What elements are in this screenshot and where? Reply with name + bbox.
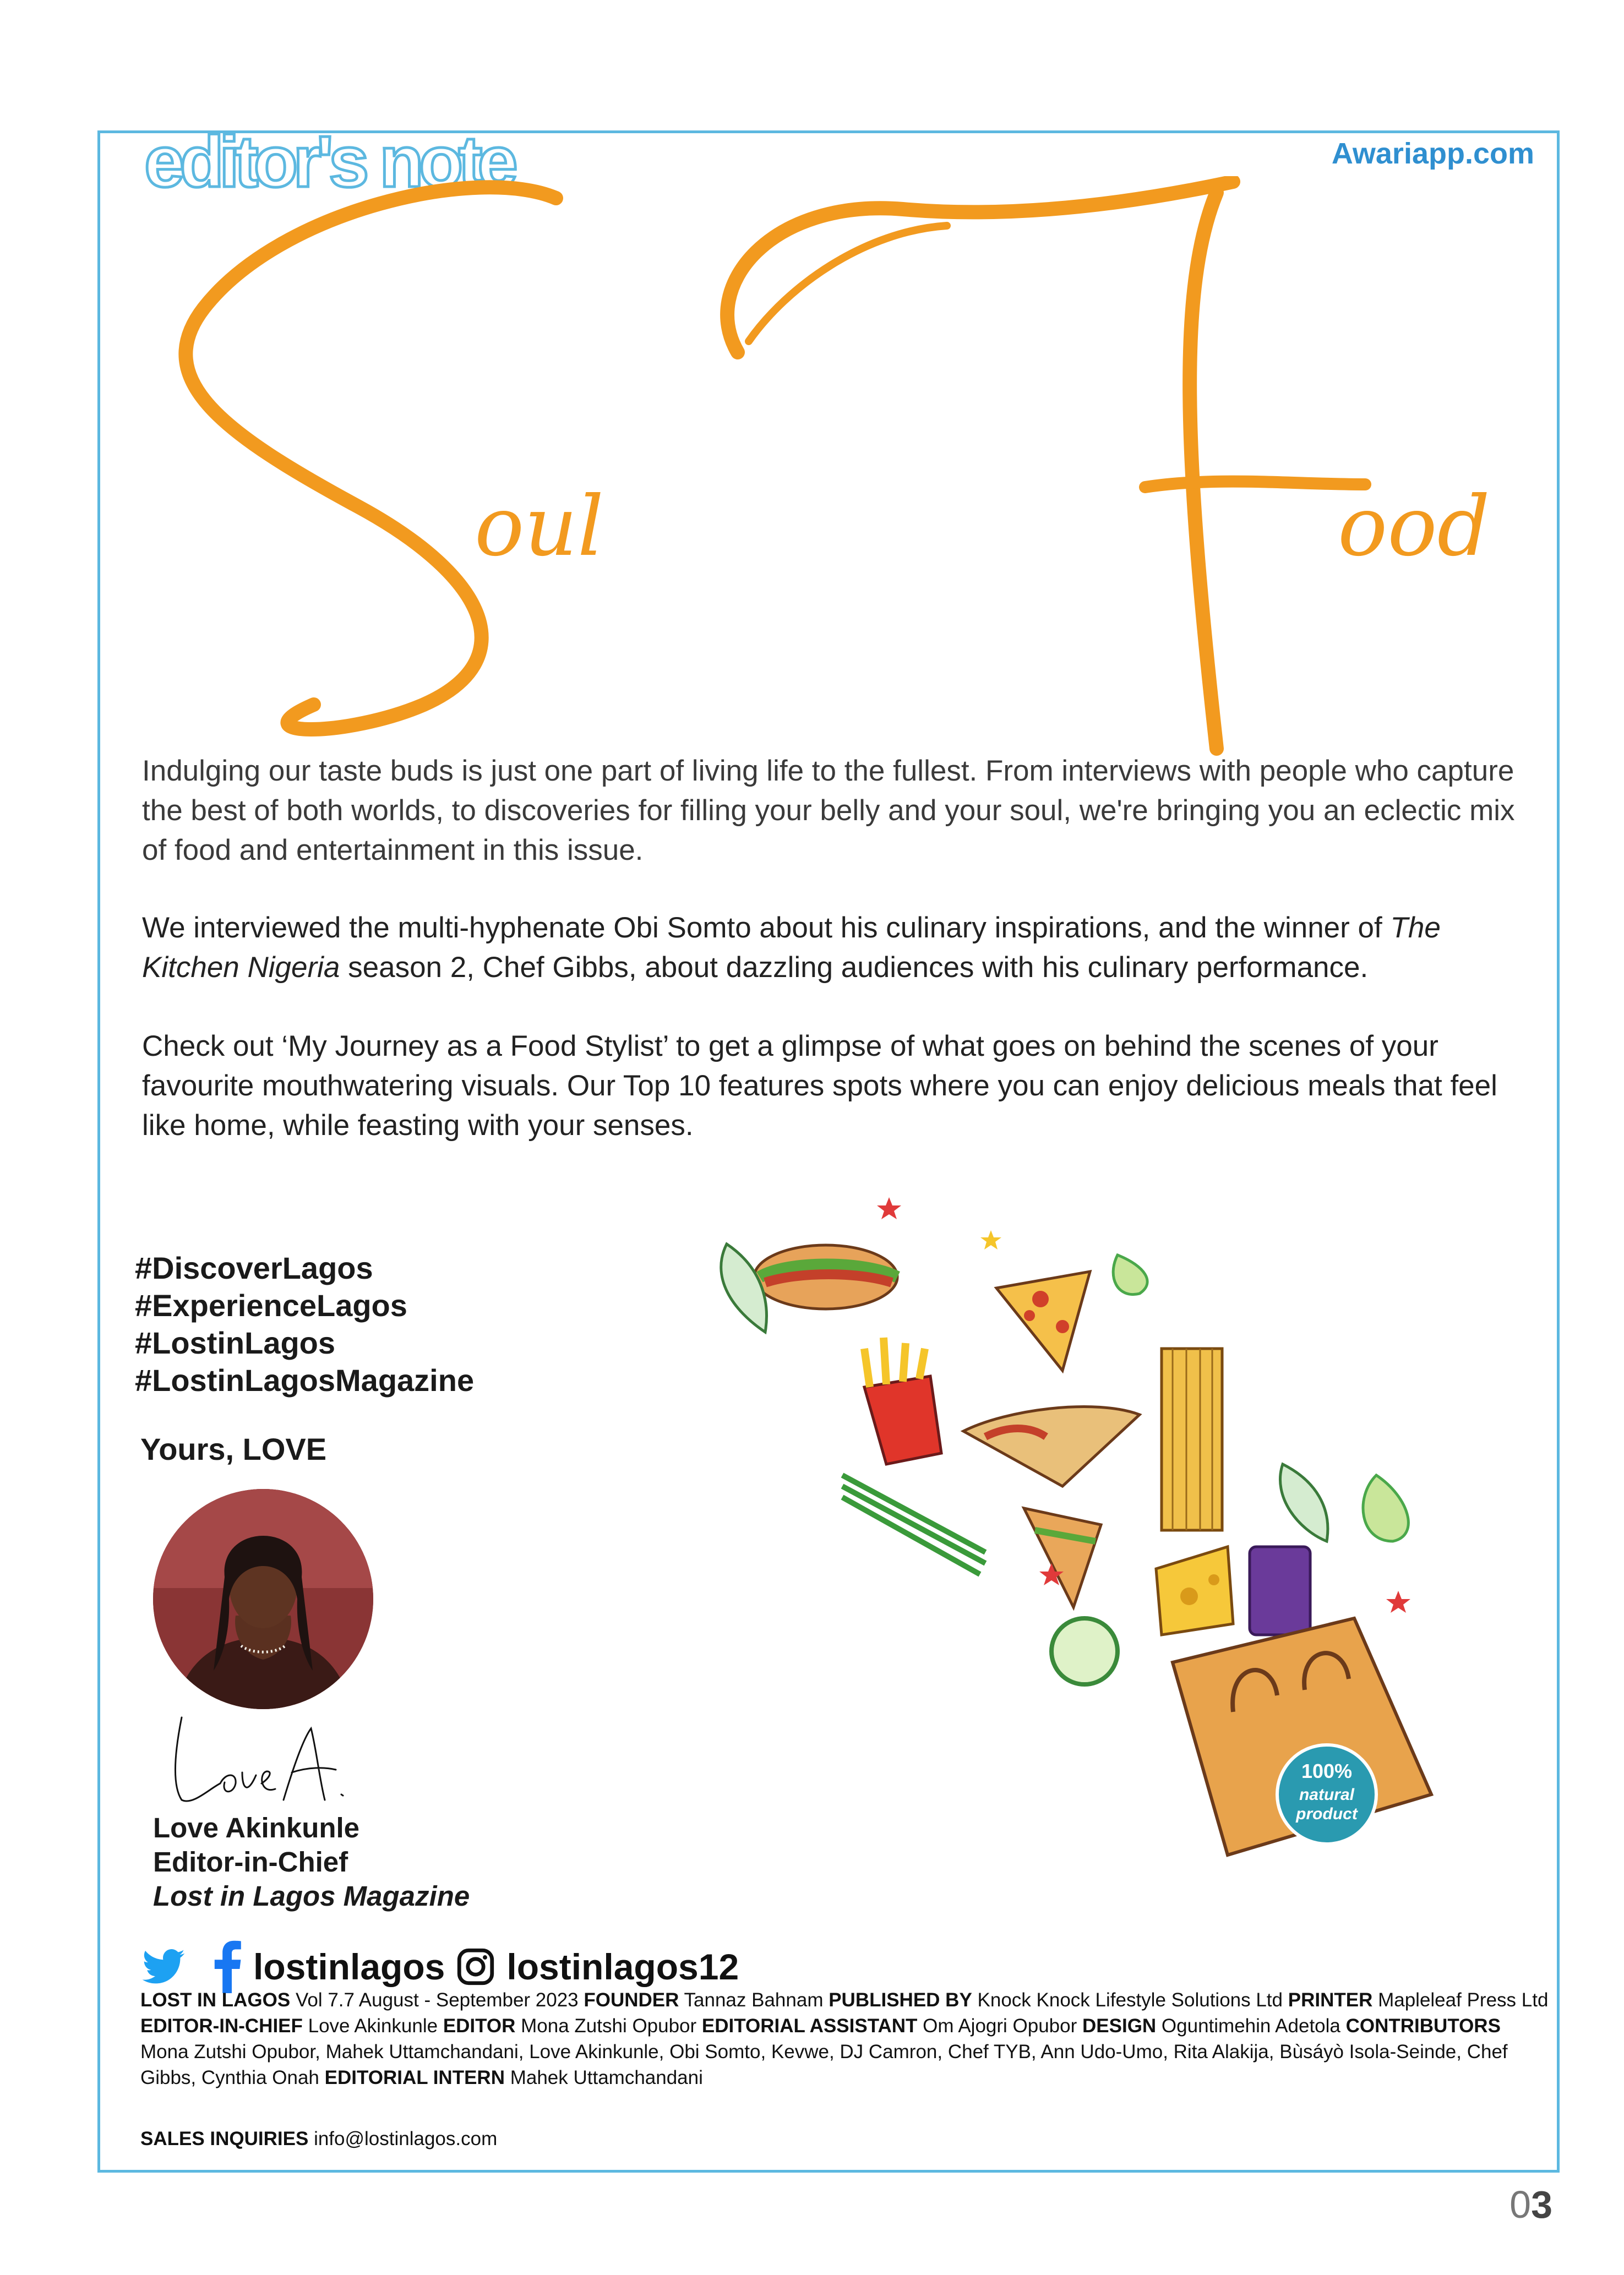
credit-value: Vol 7.7 August - September 2023 [290, 1989, 584, 2011]
hashtag[interactable]: #DiscoverLagos [135, 1251, 373, 1285]
fries-icon [864, 1338, 941, 1464]
editor-signature [160, 1706, 347, 1811]
credit-label: FOUNDER [584, 1989, 679, 2011]
pizza-slice-icon [996, 1272, 1090, 1371]
twitter-icon[interactable] [142, 1949, 185, 1984]
facebook-handle[interactable]: lostinlagos [253, 1946, 445, 1987]
credit-value: Oguntimehin Adetola [1156, 2015, 1346, 2037]
title-s-stroke [186, 187, 556, 729]
signoff-greeting: Yours, LOVE [140, 1432, 327, 1466]
leaf-icon [721, 1244, 767, 1332]
lime-slice-icon [1051, 1618, 1118, 1684]
jar-icon [1250, 1547, 1310, 1635]
hashtag-list [135, 1250, 474, 1399]
page-prefix: 0 [1509, 2183, 1532, 2226]
hashtag[interactable]: #LostinLagos [135, 1325, 336, 1360]
badge-line2: natural [1299, 1786, 1355, 1804]
website-link[interactable]: Awariapp.com [1331, 137, 1534, 170]
credit-value: Mahek Uttamchandani [504, 2067, 703, 2088]
leaf-icon [1280, 1464, 1327, 1541]
title-f-stroke-stem [1190, 193, 1217, 749]
hotdog-icon [754, 1245, 897, 1309]
page-number [1509, 2183, 1552, 2227]
credit-label: DESIGN [1082, 2015, 1157, 2037]
paisley-icon [1363, 1475, 1408, 1541]
credit-label: EDITORIAL INTERN [324, 2067, 505, 2088]
cheese-icon [1156, 1547, 1233, 1635]
food-illustration [677, 1167, 1514, 1899]
sandwich-icon [1024, 1508, 1101, 1607]
credit-label: LOST IN LAGOS [140, 1989, 291, 2011]
masthead-credits [140, 1987, 1550, 2091]
badge-line1: 100% [1301, 1760, 1353, 1782]
show-title: The Kitchen Nigeria [142, 912, 1441, 984]
editor-role: Editor-in-Chief [153, 1846, 348, 1878]
credit-value: Mona Zutshi Opubor [515, 2015, 702, 2037]
editor-avatar [153, 1489, 373, 1709]
paisley-icon [1113, 1255, 1147, 1295]
star-icon [1386, 1591, 1410, 1613]
editor-name: Love Akinkunle [153, 1812, 360, 1843]
title-f-crossbar [1145, 482, 1365, 487]
sales-label: SALES INQUIRIES [140, 2128, 309, 2149]
instagram-handle[interactable]: lostinlagos12 [506, 1946, 739, 1987]
hashtag[interactable]: #ExperienceLagos [135, 1288, 407, 1323]
editor-signature-block [153, 1811, 470, 1913]
facebook-icon[interactable] [214, 1940, 241, 1993]
features-paragraph: Check out ‘My Journey as a Food Stylist’ to get a glimpse of what goes on behind the scenes of your favourite mouthwatering visuals. Our Top 10 features spots where you can enjoy delicious meals that feel like home, while feasting with your senses. [142, 1030, 1497, 1142]
credit-value: Love Akinkunle [302, 2015, 443, 2037]
credit-value: Mapleleaf Press Ltd [1372, 1989, 1549, 2011]
credit-value: Knock Knock Lifestyle Solutions Ltd [972, 1989, 1288, 2011]
credit-value: Om Ajogri Opubor [917, 2015, 1082, 2037]
credit-label: EDITORIAL ASSISTANT [701, 2015, 918, 2037]
section-label: editor's note [144, 121, 513, 202]
page-digit: 3 [1531, 2183, 1552, 2226]
credit-label: PUBLISHED BY [829, 1989, 972, 2011]
credit-value: Tannaz Bahnam [679, 1989, 829, 2011]
interview-paragraph [142, 908, 1546, 988]
hashtag[interactable]: #LostinLagosMagazine [135, 1363, 475, 1398]
interview-text-b: season 2, Chef Gibbs, about dazzling audiences with his culinary performance. [340, 951, 1369, 984]
instagram-icon[interactable] [457, 1948, 494, 1985]
title-f-stroke-top [727, 182, 1233, 352]
credit-label: PRINTER [1288, 1989, 1373, 2011]
star-icon [877, 1197, 901, 1219]
sales-inquiries [140, 2128, 497, 2150]
wrap-icon [963, 1407, 1140, 1486]
credit-value: Mona Zutshi Opubor, Mahek Uttamchandani, Love Akinkunle, Obi Somto, Kevwe, DJ Camron, Chef TYB, Ann Udo-Umo, Rita Alakija, Bùsáyò Isola-Seinde, Chef Gibbs, Cynthia Onah [140, 2041, 1508, 2088]
intro-paragraph: Indulging our taste buds is just one part of living life to the fullest. From interviews with people who capture the best of both worlds, to discoveries for filling your belly and your soul, we're bringing you an eclectic mix of food and entertainment in this issue. [142, 755, 1515, 866]
title-word-soul: oul [475, 479, 604, 575]
pasta-icon [1162, 1349, 1222, 1530]
badge-line3: product [1296, 1805, 1358, 1823]
credit-label: EDITOR [443, 2015, 516, 2037]
publication-name: Lost in Lagos Magazine [153, 1880, 470, 1912]
credit-label: EDITOR-IN-CHIEF [140, 2015, 303, 2037]
natural-product-badge [1277, 1745, 1376, 1844]
credit-label: CONTRIBUTORS [1345, 2015, 1501, 2037]
title-word-food: ood [1338, 479, 1490, 575]
interview-text-a: We interviewed the multi-hyphenate Obi Somto about his culinary inspirations, and the winner of [142, 912, 1391, 944]
star-icon [980, 1230, 1001, 1250]
spring-onion-icon [842, 1475, 985, 1574]
social-row [142, 1940, 739, 1993]
sales-email[interactable]: info@lostinlagos.com [314, 2128, 498, 2149]
title-lettering [138, 176, 1541, 760]
